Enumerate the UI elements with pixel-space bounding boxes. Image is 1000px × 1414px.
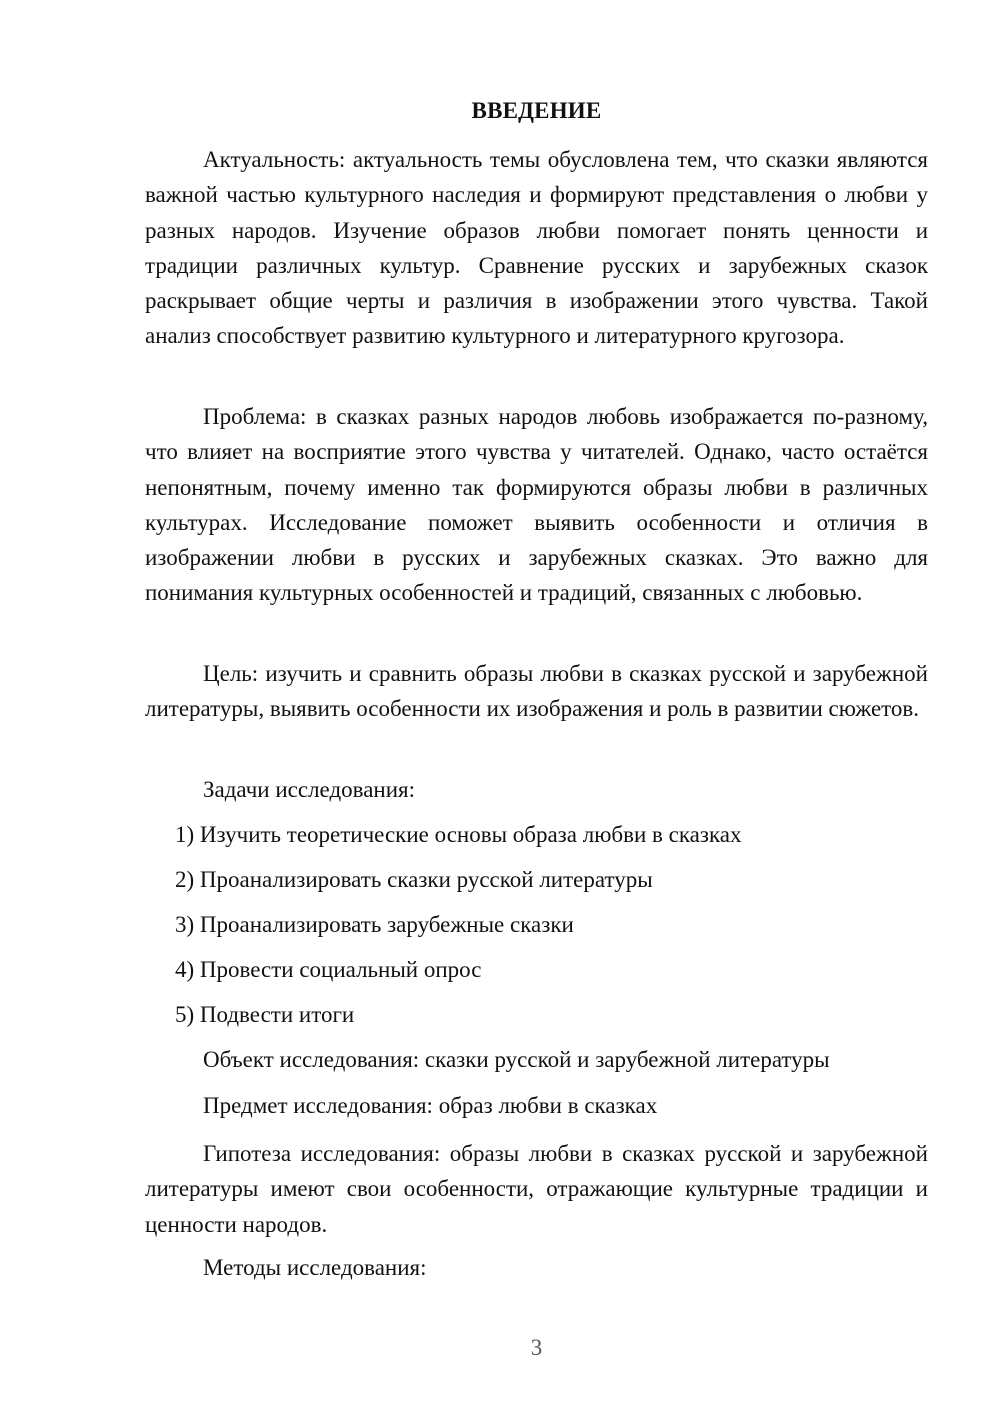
page-title: ВВЕДЕНИЕ	[471, 98, 602, 123]
goal-paragraph: Цель: изучить и сравнить образы любви в сказках русской и зарубежной литературы, выявить особенности их изображения и роль в развитии сюжетов.	[145, 661, 928, 722]
document-page	[145, 0, 928, 1414]
page-number: 3	[530, 1335, 543, 1360]
task-item: 3) Проанализировать зарубежные сказки	[175, 912, 574, 937]
actuality-paragraph: Актуальность: актуальность темы обусловлена тем, что сказки являются важной частью культурного наследия и формируют представления о любви у разных народов. Изучение образов любви помогает понять ценности и традиции различных культур. Сравнение русских и зарубежных сказок раскрывает общие черты и различия в изображении этого чувства. Такой анализ способствует развитию культурного и литературного кругозора.	[145, 147, 928, 349]
task-item: 4) Провести социальный опрос	[175, 957, 482, 982]
methods-heading: Методы исследования:	[203, 1255, 427, 1280]
research-subject: Предмет исследования: образ любви в сказках	[203, 1093, 658, 1118]
task-item: 5) Подвести итоги	[175, 1002, 355, 1027]
hypothesis-paragraph: Гипотеза исследования: образы любви в сказках русской и зарубежной литературы имеют свои особенности, отражающие культурные традиции и ценности народов.	[145, 1141, 928, 1237]
problem-paragraph: Проблема: в сказках разных народов любовь изображается по-разному, что влияет на восприятие этого чувства у читателей. Однако, часто остаётся непонятным, почему именно так формируются образы любви в различных культурах. Исследование поможет выявить особенности и отличия в изображении любви в русских и зарубежных сказках. Это важно для понимания культурных особенностей и традиций, связанных с любовью.	[145, 404, 928, 606]
tasks-heading: Задачи исследования:	[203, 777, 416, 802]
research-object: Объект исследования: сказки русской и зарубежной литературы	[203, 1047, 830, 1072]
task-item: 2) Проанализировать сказки русской литературы	[175, 867, 653, 892]
task-item: 1) Изучить теоретические основы образа любви в сказках	[175, 822, 742, 847]
